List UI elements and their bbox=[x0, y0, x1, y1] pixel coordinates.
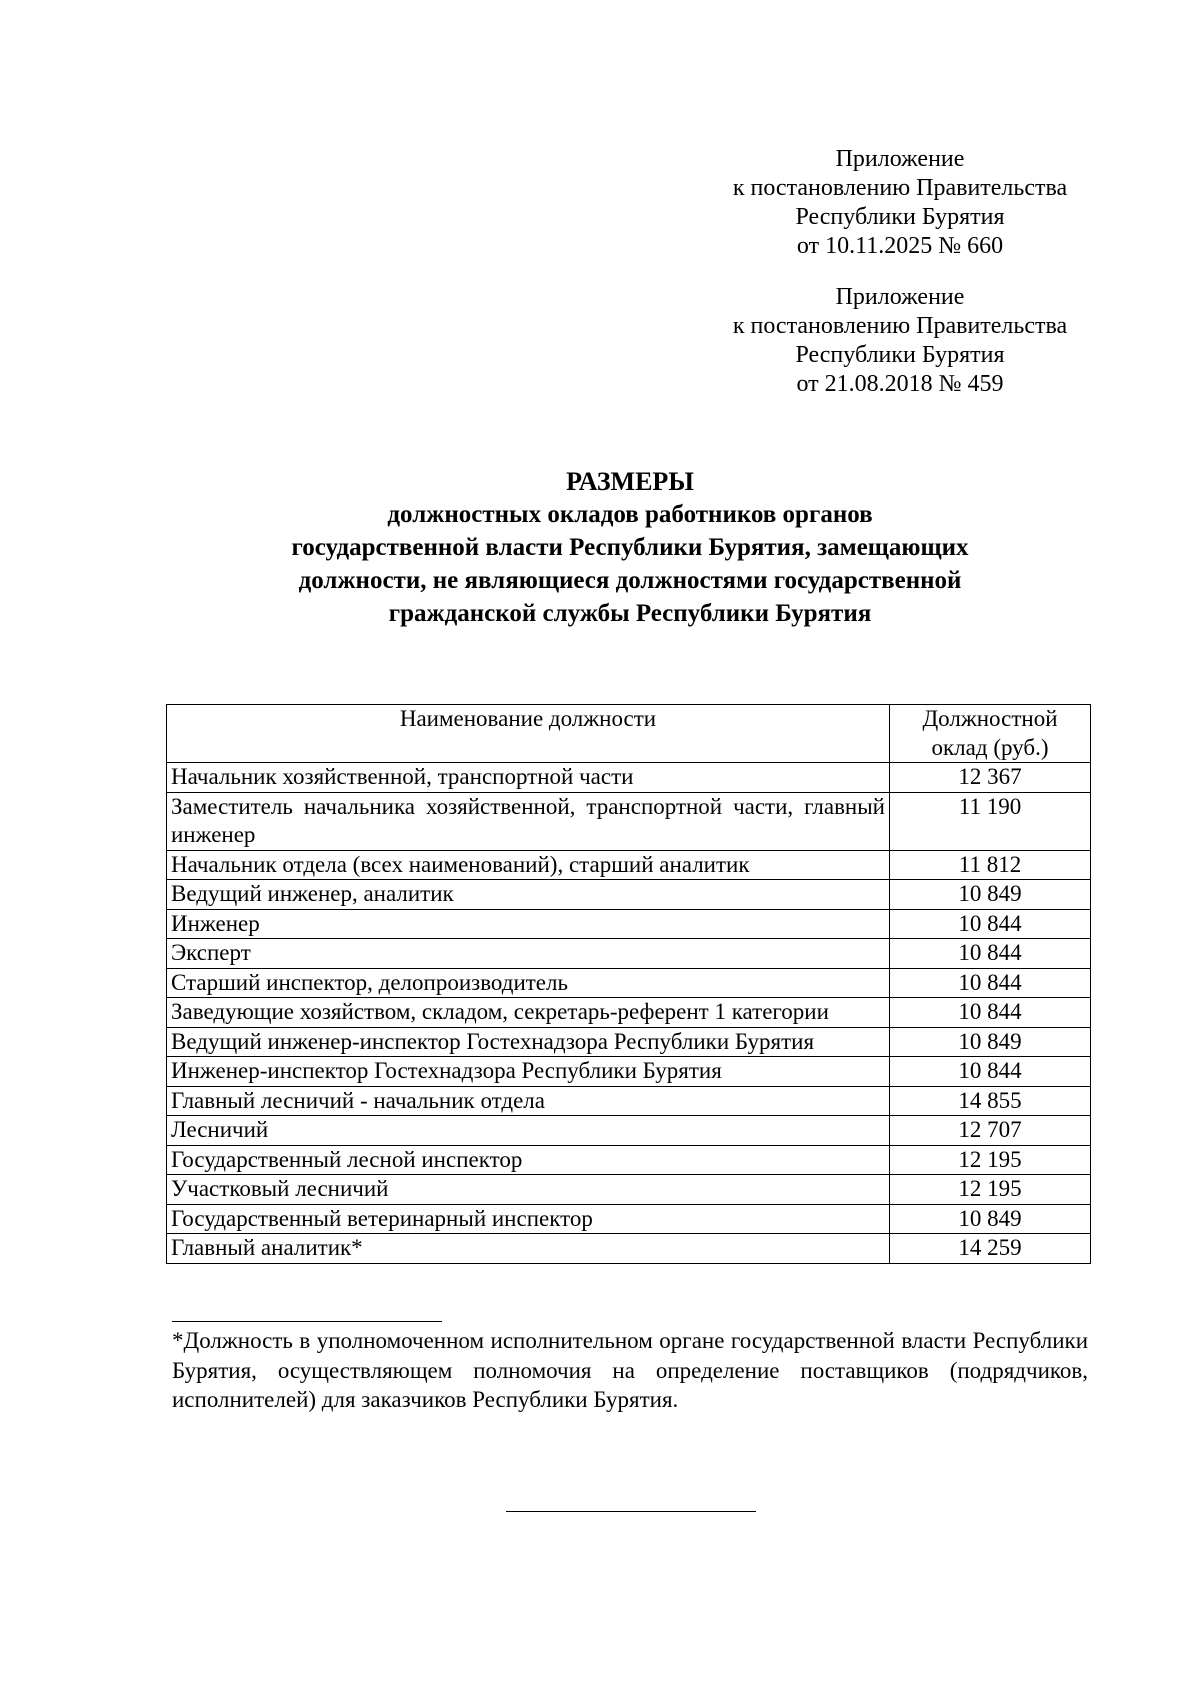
table-header-row bbox=[167, 705, 1091, 763]
salary-value: 11 190 bbox=[890, 792, 1091, 850]
appendix-current-line3: Республики Бурятия bbox=[795, 204, 1005, 230]
position-name: Участковый лесничий bbox=[167, 1175, 890, 1205]
appendix-original-line2: к постановлению Правительства bbox=[732, 313, 1068, 339]
salary-value: 10 844 bbox=[890, 998, 1091, 1028]
title-main: РАЗМЕРЫ bbox=[566, 467, 694, 496]
salary-value: 11 812 bbox=[890, 850, 1091, 880]
appendix-original-line3: Республики Бурятия bbox=[795, 342, 1005, 368]
table-row bbox=[167, 1204, 1091, 1234]
position-name: Эксперт bbox=[167, 939, 890, 969]
salary-value: 12 195 bbox=[890, 1145, 1091, 1175]
salary-value: 10 844 bbox=[890, 909, 1091, 939]
salary-value: 12 707 bbox=[890, 1116, 1091, 1146]
position-name: Старший инспектор, делопроизводитель bbox=[167, 968, 890, 998]
table-row bbox=[167, 939, 1091, 969]
appendix-block-original bbox=[700, 283, 1100, 399]
position-name: Инженер-инспектор Гостехнадзора Республики Бурятия bbox=[167, 1057, 890, 1087]
table-row bbox=[167, 1234, 1091, 1264]
table-row bbox=[167, 1027, 1091, 1057]
salary-value: 10 849 bbox=[890, 1204, 1091, 1234]
position-name: Заведующие хозяйством, складом, секретарь-референт 1 категории bbox=[167, 998, 890, 1028]
footnote-divider bbox=[172, 1321, 442, 1322]
position-name: Государственный лесной инспектор bbox=[167, 1145, 890, 1175]
salary-value: 10 844 bbox=[890, 939, 1091, 969]
table-row bbox=[167, 1057, 1091, 1087]
position-name: Начальник хозяйственной, транспортной части bbox=[167, 763, 890, 793]
appendix-block-current bbox=[700, 145, 1100, 261]
salary-value: 10 844 bbox=[890, 968, 1091, 998]
table-row bbox=[167, 1175, 1091, 1205]
position-name: Ведущий инженер-инспектор Гостехнадзора Республики Бурятия bbox=[167, 1027, 890, 1057]
title-line-1: должностных окладов работников органов bbox=[387, 501, 873, 528]
salary-table bbox=[166, 704, 1091, 1264]
table-row bbox=[167, 880, 1091, 910]
table-row bbox=[167, 968, 1091, 998]
table-row bbox=[167, 909, 1091, 939]
salary-value: 12 367 bbox=[890, 763, 1091, 793]
header-salary: Должностной оклад (руб.) bbox=[890, 705, 1091, 763]
position-name: Ведущий инженер, аналитик bbox=[167, 880, 890, 910]
table-row bbox=[167, 1116, 1091, 1146]
position-name: Заместитель начальника хозяйственной, транспортной части, главный инженер bbox=[167, 792, 890, 850]
salary-value: 10 844 bbox=[890, 1057, 1091, 1087]
table-row bbox=[167, 763, 1091, 793]
position-name: Главный аналитик* bbox=[167, 1234, 890, 1264]
salary-value: 10 849 bbox=[890, 1027, 1091, 1057]
appendix-original-line4: от 21.08.2018 № 459 bbox=[796, 371, 1004, 397]
position-name: Лесничий bbox=[167, 1116, 890, 1146]
appendix-current-line4: от 10.11.2025 № 660 bbox=[796, 233, 1004, 259]
appendix-original-line1: Приложение bbox=[835, 284, 965, 310]
appendix-current-line2: к постановлению Правительства bbox=[732, 175, 1068, 201]
salary-value: 10 849 bbox=[890, 880, 1091, 910]
position-name: Государственный ветеринарный инспектор bbox=[167, 1204, 890, 1234]
appendix-current-line1: Приложение bbox=[835, 146, 965, 172]
title-line-4: гражданской службы Республики Бурятия bbox=[388, 600, 872, 627]
table-row bbox=[167, 998, 1091, 1028]
document-title bbox=[150, 465, 1110, 630]
header-position-name: Наименование должности bbox=[167, 705, 890, 763]
position-name: Главный лесничий - начальник отдела bbox=[167, 1086, 890, 1116]
table-row bbox=[167, 792, 1091, 850]
table-row bbox=[167, 850, 1091, 880]
position-name: Начальник отдела (всех наименований), старший аналитик bbox=[167, 850, 890, 880]
table-row bbox=[167, 1145, 1091, 1175]
title-line-3: должности, не являющиеся должностями государственной bbox=[298, 567, 962, 594]
salary-value: 14 855 bbox=[890, 1086, 1091, 1116]
salary-value: 14 259 bbox=[890, 1234, 1091, 1264]
salary-value: 12 195 bbox=[890, 1175, 1091, 1205]
position-name: Инженер bbox=[167, 909, 890, 939]
table-row bbox=[167, 1086, 1091, 1116]
title-line-2: государственной власти Республики Бурятия, замещающих bbox=[291, 534, 969, 561]
end-divider bbox=[506, 1511, 756, 1512]
footnote-text: *Должность в уполномоченном исполнительном органе государственной власти Республики Бурятия, осуществляющем полномочия на определение поставщиков (подрядчиков, исполнителей) для заказчиков Республики Бурятия. bbox=[172, 1328, 1088, 1412]
